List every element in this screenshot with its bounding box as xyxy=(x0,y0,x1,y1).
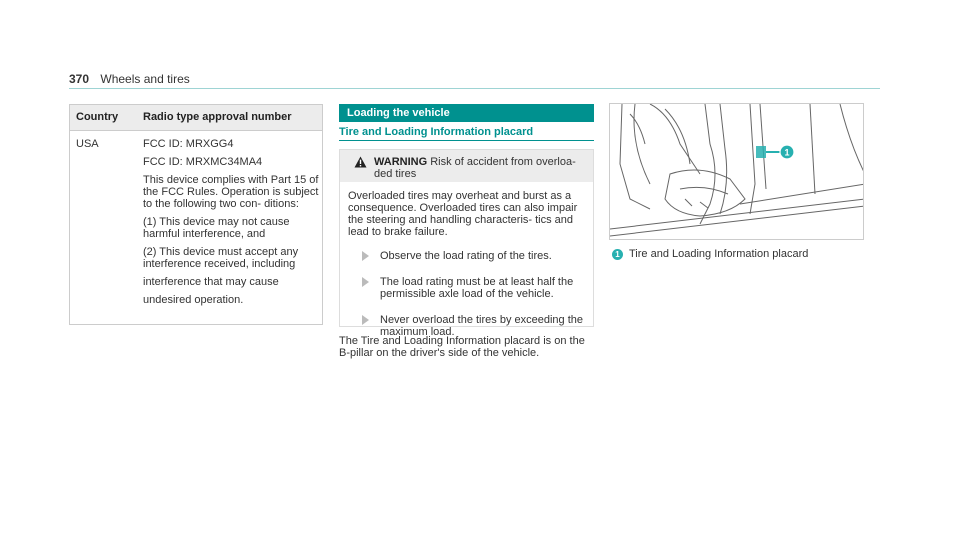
approval-line: (2) This device must accept any interference received, including xyxy=(143,246,299,270)
table-cell-country: USA xyxy=(76,138,99,150)
subsection-divider xyxy=(339,140,594,141)
section-title: Loading the vehicle xyxy=(339,104,594,122)
car-door-illustration xyxy=(609,103,864,240)
warning-box xyxy=(339,149,594,338)
approval-line: undesired operation. xyxy=(143,294,244,306)
marker-number: 1 xyxy=(784,147,790,158)
warning-triangle-icon xyxy=(354,156,367,171)
subsection-title: Tire and Loading Information placard xyxy=(339,126,534,138)
warning-label: WARNING xyxy=(374,156,428,168)
arrow-right-icon xyxy=(362,315,369,325)
warning-header xyxy=(340,150,593,182)
list-item xyxy=(348,250,585,262)
approval-line: interference that may cause xyxy=(143,276,279,288)
approval-line: FCC ID: MRXGG4 xyxy=(143,138,234,150)
column-header-approval-number: Radio type approval number xyxy=(143,111,292,123)
header-divider xyxy=(69,88,880,89)
column-header-country: Country xyxy=(76,111,119,123)
figure-caption xyxy=(612,248,808,260)
page-header xyxy=(69,72,190,86)
bullet-text: The load rating must be at least half the permissible axle load of the vehicle. xyxy=(380,276,574,300)
approval-line: This device complies with Part 15 of the FCC Rules. Operation is subject to the following two con- ditions: xyxy=(143,174,319,210)
arrow-right-icon xyxy=(362,277,369,287)
approval-line: (1) This device may not cause harmful interference, and xyxy=(143,216,290,240)
marker-1-badge: 1 xyxy=(612,249,623,260)
warning-heading-text: Risk of accident from overloa- ded tires xyxy=(374,156,576,180)
warning-heading xyxy=(374,156,586,180)
approval-line: FCC ID: MRXMC34MA4 xyxy=(143,156,263,168)
bullet-text: Observe the load rating of the tires. xyxy=(380,250,552,262)
table-cell-approval xyxy=(143,138,319,312)
warning-description: Overloaded tires may overheat and burst as a consequence. Overloaded tires can also impair the steering and handling characteris- tics and lead to brake failure. xyxy=(348,190,578,238)
radio-approval-table xyxy=(69,104,323,325)
list-item xyxy=(348,276,585,300)
figure-caption-text: Tire and Loading Information placard xyxy=(629,248,809,260)
table-header-row xyxy=(70,105,322,131)
page-header-title: Wheels and tires xyxy=(100,72,190,86)
arrow-right-icon xyxy=(362,251,369,261)
bullet-text: Never overload the tires by exceeding the maximum load. xyxy=(380,314,584,338)
placard-highlight xyxy=(756,146,766,158)
page-number: 370 xyxy=(69,72,90,86)
warning-body xyxy=(340,182,593,338)
placard-location-text: The Tire and Loading Information placard is on the B-pillar on the driver's side of the vehicle. xyxy=(339,335,585,359)
